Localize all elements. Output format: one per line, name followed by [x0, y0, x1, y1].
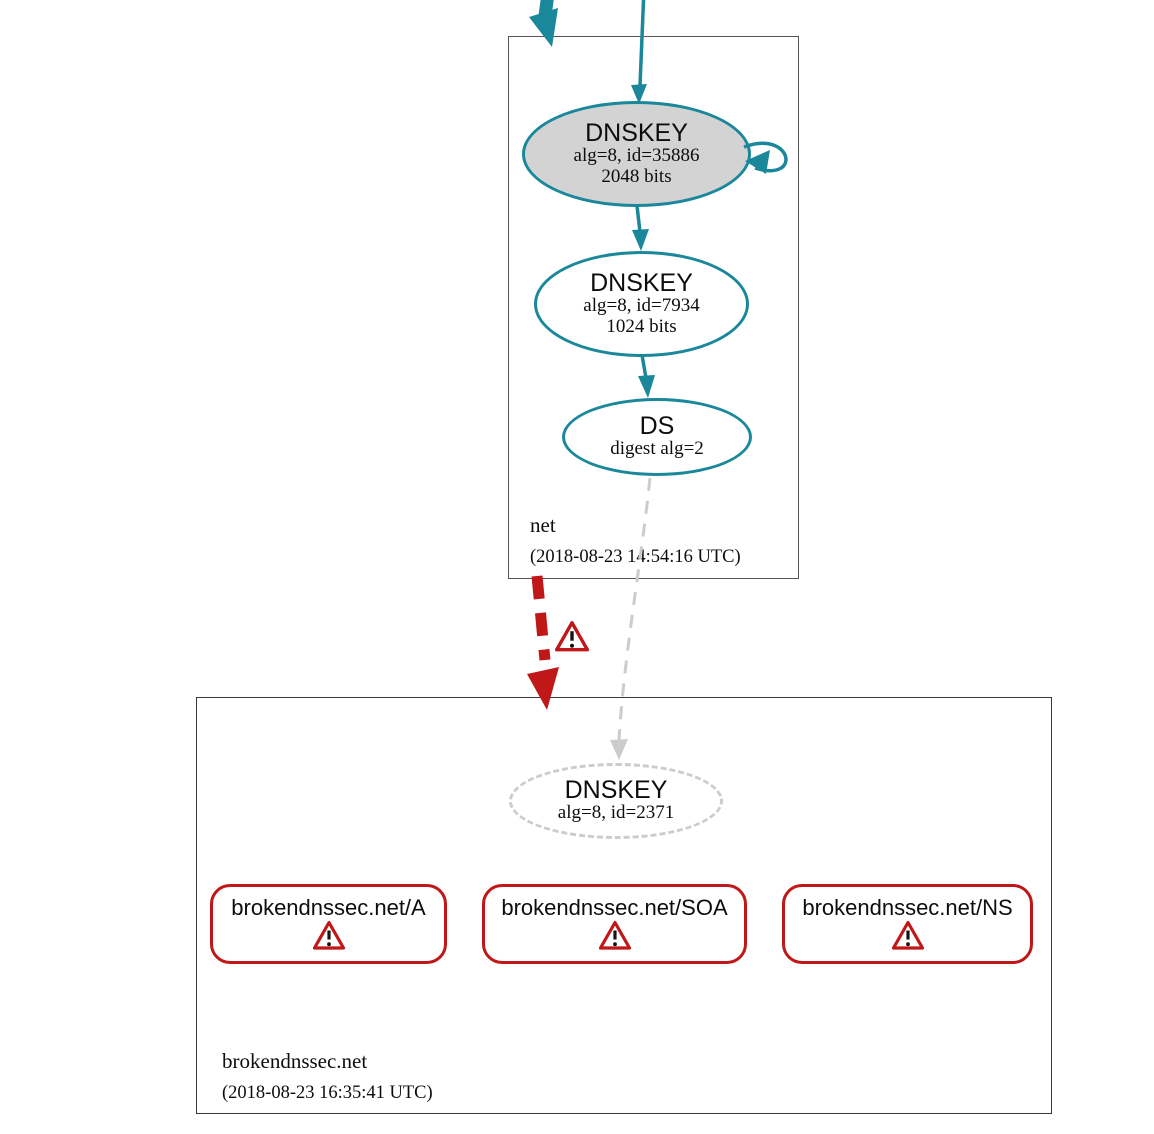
warning-exclamation-dot: [327, 942, 331, 946]
node-alg: alg=8, id=35886: [573, 145, 700, 167]
node-digest: digest alg=2: [610, 438, 704, 460]
delegation-warning: [554, 620, 590, 658]
rrset-brokendnssec-net-a[interactable]: [210, 884, 447, 964]
node-bits: 2048 bits: [601, 165, 672, 187]
node-title: DNSKEY: [564, 775, 668, 804]
node-title: DNSKEY: [585, 118, 688, 147]
node-alg: alg=8, id=2371: [557, 802, 675, 824]
node-dnskey-2371[interactable]: [509, 763, 723, 839]
rrset-label: brokendnssec.net/A: [231, 895, 426, 920]
zone-timestamp-net: (2018-08-23 14:54:16 UTC): [530, 547, 741, 567]
node-dnskey-zsk-7934[interactable]: [534, 251, 749, 357]
zone-label-brokendnssec-net: brokendnssec.net: [222, 1049, 368, 1073]
node-title: DNSKEY: [590, 268, 693, 297]
node-title: DS: [639, 411, 675, 440]
warning-exclamation-dot: [570, 644, 574, 648]
rrset-label: brokendnssec.net/NS: [802, 895, 1013, 920]
zone-timestamp-brokendnssec-net: (2018-08-23 16:35:41 UTC): [222, 1083, 433, 1103]
warning-icon: [598, 920, 632, 951]
node-bits: 1024 bits: [606, 315, 677, 337]
edge-bogus-delegation: [537, 576, 545, 660]
zone-label-net: net: [530, 513, 556, 537]
node-alg: alg=8, id=7934: [583, 295, 700, 317]
warning-icon: [891, 920, 925, 951]
rrset-brokendnssec-net-ns[interactable]: [782, 884, 1033, 964]
rrset-brokendnssec-net-soa[interactable]: [482, 884, 747, 964]
warning-exclamation-dot: [906, 942, 910, 946]
edge-incoming-thick: [545, 0, 549, 16]
rrset-label: brokendnssec.net/SOA: [501, 895, 728, 920]
warning-icon: [554, 620, 590, 653]
node-ds[interactable]: [562, 398, 752, 476]
node-dnskey-ksk-35886[interactable]: [522, 101, 751, 207]
warning-icon: [312, 920, 346, 951]
warning-exclamation-dot: [613, 942, 617, 946]
